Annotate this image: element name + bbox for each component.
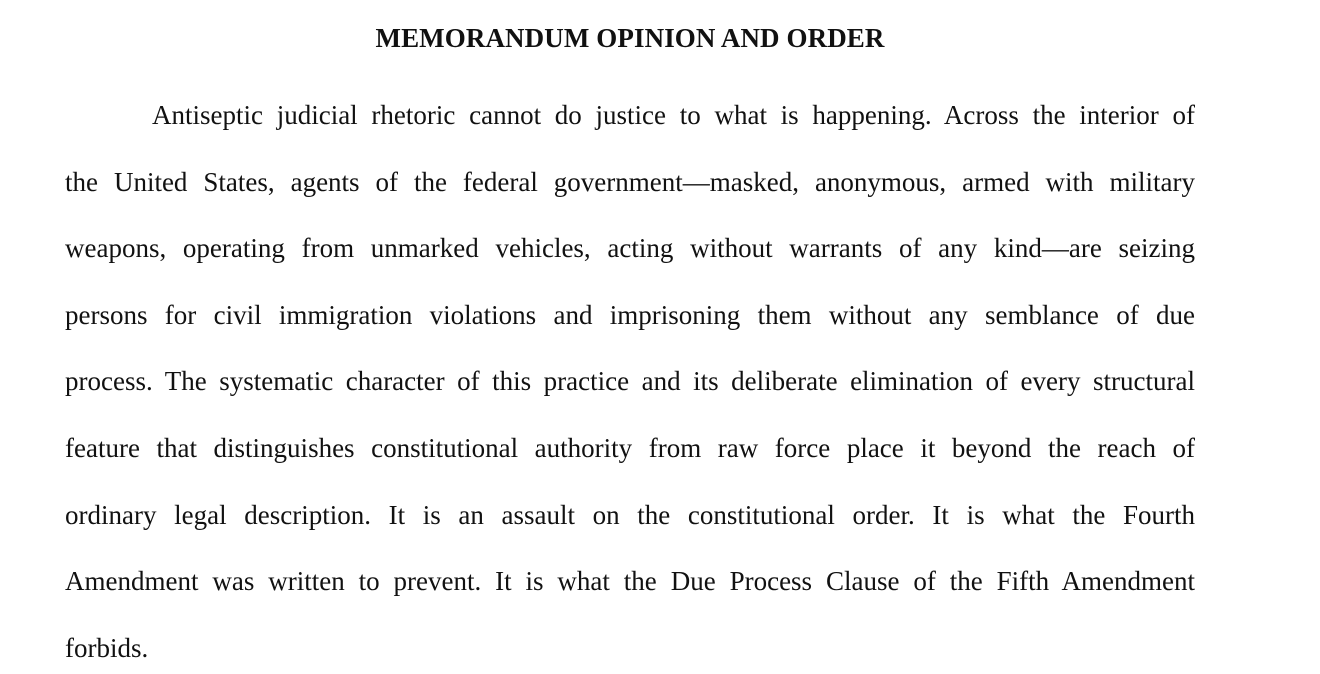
paragraph-line-4: persons for civil immigration violations and imprisoning them without any semblance of due [65, 300, 1195, 330]
paragraph-line-5: process. The systematic character of this practice and its deliberate elimination of every structural [65, 366, 1195, 396]
paragraph-line-2: the United States, agents of the federal government—masked, anonymous, armed with military [65, 167, 1195, 197]
paragraph-line-9: forbids. [65, 633, 149, 663]
document-title: MEMORANDUM OPINION AND ORDER [375, 23, 885, 53]
paragraph-line-7: ordinary legal description. It is an assault on the constitutional order. It is what the Fourth [65, 500, 1195, 530]
paragraph-line-3: weapons, operating from unmarked vehicles, acting without warrants of any kind—are seizing [65, 233, 1195, 263]
paragraph-line-8: Amendment was written to prevent. It is what the Due Process Clause of the Fifth Amendment [65, 566, 1195, 596]
paragraph-line-6: feature that distinguishes constitutional authority from raw force place it beyond the reach of [65, 433, 1195, 463]
paragraph-line-1: Antiseptic judicial rhetoric cannot do justice to what is happening. Across the interior of [152, 100, 1195, 130]
